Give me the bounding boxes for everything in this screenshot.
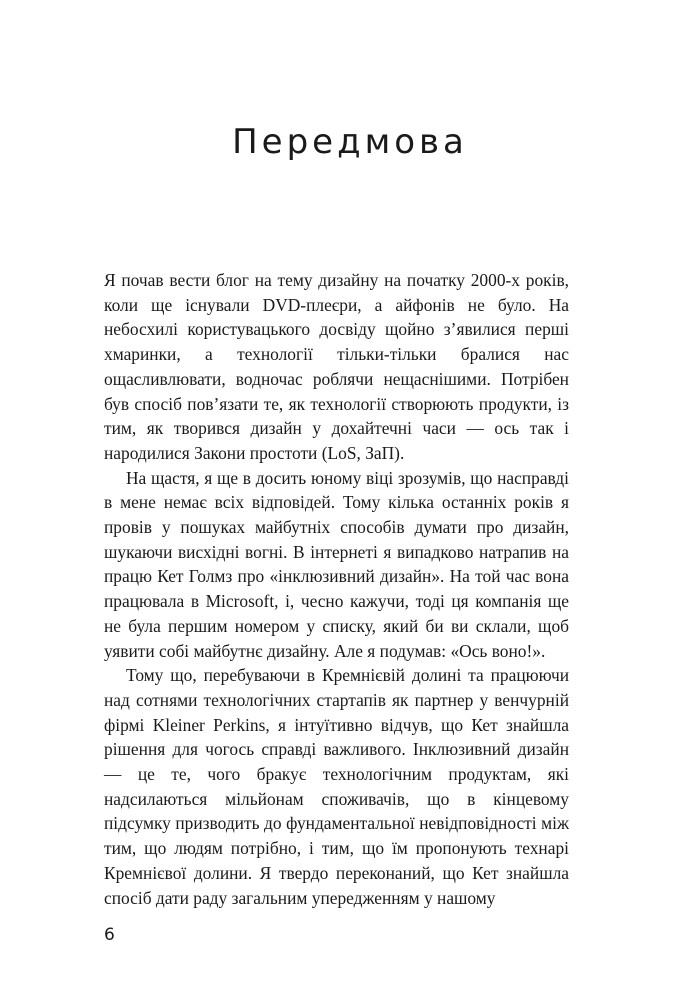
chapter-title: Передмова — [232, 122, 468, 162]
paragraph-2: На щастя, я ще в досить юному віці зрозумів, що насправді в мене немає всіх відповідей. Тому кілька останніх років я провів у пошуках майбутніх способів думати про дизайн, шукаючи висхідні вогні. В інтернеті я випадково натрапив на працю Кет Голмз про «інклюзивний дизайн». На той час вона працювала в Microsoft, і, чесно кажучи, тоді ця компанія ще не була першим номером у списку, який би ви склали, щоб уявити собі майбутнє дизайну. Але я подумав: «Ось воно!». — [104, 467, 569, 661]
body-text — [104, 268, 569, 910]
paragraph-1: Я почав вести блог на тему дизайну на початку 2000-х років, коли ще існували DVD-плеєри, а айфонів не було. На небосхилі користувацького досвіду щойно з’явилися перші хмаринки, а технології тільки-тільки бралися нас ощасливлювати, водночас роблячи нещаснішими. Потрібен був спосіб пов’язати те, як технології створюють продукти, із тим, як творився дизайн у дохайтечні часи — ось так і народилися Закони простоти (LoS, ЗаП). — [104, 270, 569, 463]
paragraph-3: Тому що, перебуваючи в Кремнієвій долині та працюючи над сотнями технологічних стартапів як партнер у венчурній фірмі Kleiner Perkins, я інтуїтивно відчув, що Кет знайшла рішення для чогось справді важливого. Інклюзивний дизайн — це те, чого бракує технологічним продуктам, які надсилаються мільйонам споживачів, що в кінцевому підсумку призводить до фундаментальної невідповідності між тим, що людям потрібно, і тим, що їм пропонують технарі Кремнієвої долини. Я твердо переконаний, що Кет знайшла спосіб дати раду загальним упередженням у нашому — [104, 665, 569, 908]
page-number: 6 — [104, 925, 115, 945]
